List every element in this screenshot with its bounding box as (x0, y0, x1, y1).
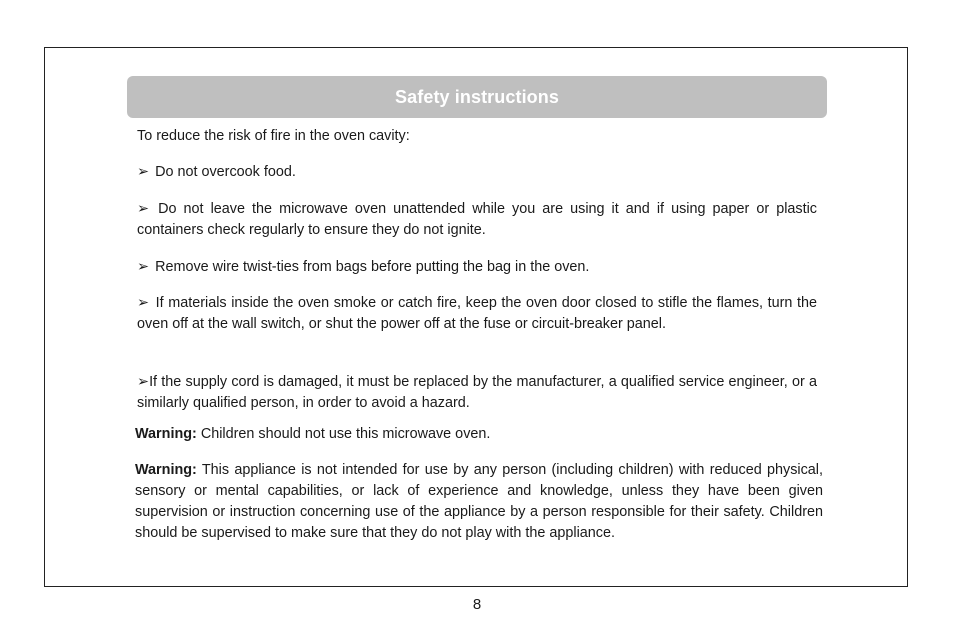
warning-label: Warning: (135, 462, 197, 478)
arrow-bullet-icon: ➢ (137, 295, 150, 311)
warning-paragraph (135, 424, 823, 445)
bullet-text: Do not overcook food. (155, 164, 296, 180)
warning-label: Warning: (135, 426, 197, 442)
bullet-item (137, 162, 817, 183)
arrow-bullet-icon: ➢ (137, 374, 150, 390)
warning-paragraph (135, 460, 823, 544)
bullet-item (137, 372, 817, 414)
section-header-banner (127, 76, 827, 118)
bullet-text: Do not leave the microwave oven unattended while you are using it and if using paper or plastic containers check regularly to ensure they do not ignite. (137, 201, 818, 238)
page-number: 8 (472, 596, 482, 613)
bullet-item (137, 293, 817, 335)
warning-text: This appliance is not intended for use by any person (including children) with reduced physical, sensory or mental capabilities, or lack of experience and knowledge, unless they have been given supervision or instruction concerning use of the appliance by a person responsible for their safety. Children should be supervised to make sure that they do not play with the appliance. (135, 462, 823, 541)
bullet-text: If the supply cord is damaged, it must be replaced by the manufacturer, a qualified service engineer, or a similarly qualified person, in order to avoid a hazard. (137, 374, 817, 411)
intro-text: To reduce the risk of fire in the oven cavity: (137, 128, 410, 144)
bullet-item (137, 257, 817, 278)
bullet-text: Remove wire twist-ties from bags before putting the bag in the oven. (155, 259, 590, 275)
arrow-bullet-icon: ➢ (137, 201, 150, 217)
arrow-bullet-icon: ➢ (137, 259, 150, 275)
bullet-item (137, 199, 817, 241)
bullet-text: If materials inside the oven smoke or catch fire, keep the oven door closed to stifle the flames, turn the oven off at the wall switch, or shut the power off at the fuse or circuit-breaker panel. (137, 295, 818, 332)
section-title: Safety instructions (395, 86, 559, 107)
warning-text: Children should not use this microwave oven. (200, 426, 491, 442)
arrow-bullet-icon: ➢ (137, 164, 150, 180)
